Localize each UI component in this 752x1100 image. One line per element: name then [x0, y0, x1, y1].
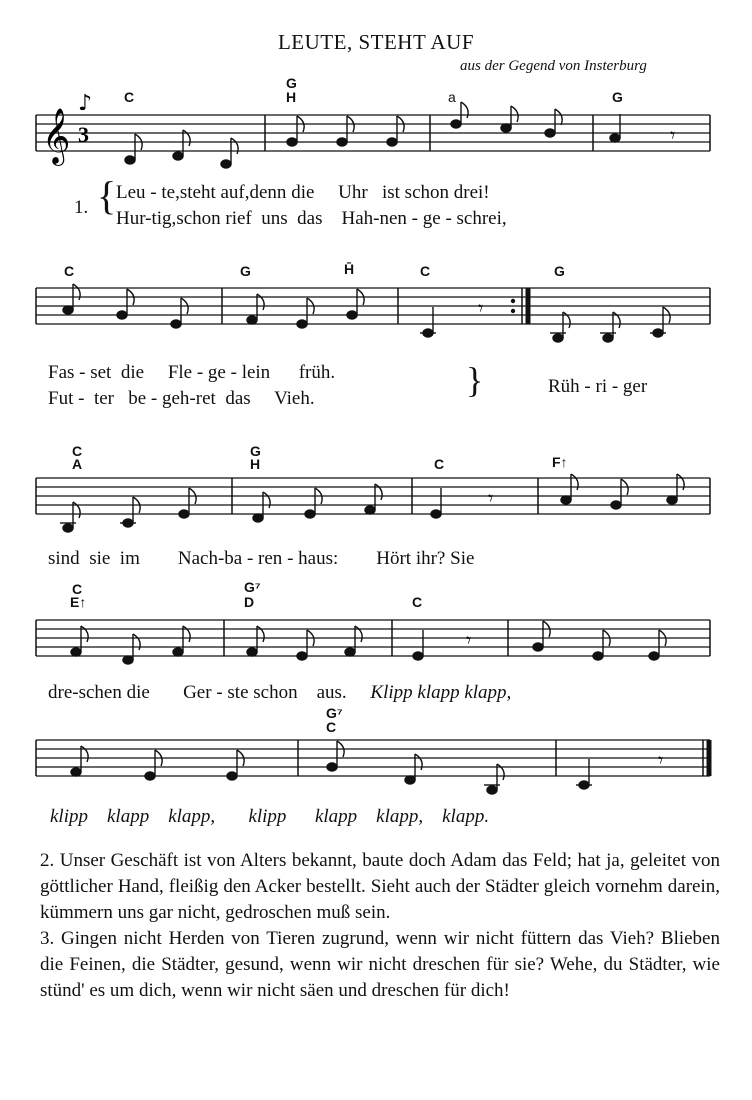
note	[545, 129, 555, 137]
note	[297, 320, 307, 328]
note	[501, 124, 511, 132]
verse-3: 3. Gingen nicht Herden von Tieren zugrund, wenn wir nicht füttern das Vieh? Blieben die Feinen, die Städter, gesund, wenn wir nicht dreschen für sie? Wehe, du Städter, wie stünd' es um dich, wenn wir nicht säen und dreschen für dich!	[40, 928, 720, 1001]
chord: A	[72, 456, 83, 472]
chord: C	[420, 263, 431, 279]
chord: C	[72, 581, 83, 597]
rest-icon: 𝄾	[466, 628, 472, 652]
note	[63, 306, 73, 314]
refrain-lyrics: Rüh - ri - ger	[548, 376, 648, 397]
note	[247, 316, 257, 324]
chord: C	[412, 594, 423, 610]
rest-icon: 𝄾	[658, 748, 664, 772]
note	[667, 496, 677, 504]
lyric-brace: {	[97, 173, 117, 218]
chord: C	[124, 89, 135, 105]
chord: E↑	[70, 594, 87, 610]
note	[413, 652, 423, 660]
note	[649, 652, 659, 660]
song-origin: aus der Gegend von Insterburg	[460, 58, 647, 74]
staff-system-2	[0, 280, 752, 360]
additional-verses	[40, 848, 720, 1004]
lyrics-line: Hur-tig,schon rief uns das Hah-nen - ge - schrei,	[116, 208, 507, 229]
note	[117, 311, 127, 319]
note	[451, 120, 461, 128]
chord: G	[250, 443, 261, 459]
note	[221, 160, 231, 168]
repeat-dot	[511, 309, 515, 313]
song-title: LEUTE, STEHT AUF	[277, 30, 475, 54]
note	[553, 334, 563, 342]
staff-lines	[36, 740, 710, 776]
notes	[63, 284, 670, 342]
chord: D	[244, 594, 255, 610]
note	[71, 768, 81, 776]
note	[347, 311, 357, 319]
note	[337, 138, 347, 146]
chord: H	[286, 89, 297, 105]
note	[593, 652, 603, 660]
chord: C	[434, 456, 445, 472]
note	[297, 652, 307, 660]
note	[71, 648, 81, 656]
rest-icon: 𝄾	[488, 486, 494, 510]
treble-clef: 𝄞	[42, 108, 71, 164]
notes	[71, 621, 666, 664]
note	[145, 772, 155, 780]
staff-lines	[36, 288, 710, 324]
note	[171, 320, 181, 328]
staff-system-5	[0, 732, 752, 812]
note	[533, 643, 543, 651]
staff-lines	[36, 115, 710, 151]
note	[610, 134, 620, 142]
lyrics-line: dre-schen die Ger - ste schon aus. Klipp klapp klapp,	[48, 682, 512, 703]
note	[63, 524, 73, 532]
note	[227, 772, 237, 780]
rest-icon: 𝄾	[670, 123, 676, 147]
note	[487, 786, 497, 794]
note	[431, 510, 441, 518]
note	[179, 510, 189, 518]
repeat-dot	[511, 299, 515, 303]
rest-icon: 𝄾	[478, 296, 484, 320]
lyrics-line: Fas - set die Fle - ge - lein früh.	[48, 362, 336, 383]
lyrics-line: Leu - te,steht auf,denn die Uhr ist schon drei!	[116, 182, 490, 203]
notes	[125, 102, 620, 168]
note	[387, 138, 397, 146]
staff-system-3	[0, 470, 752, 550]
note	[365, 506, 375, 514]
chord: C	[326, 719, 337, 735]
note	[611, 501, 621, 509]
note	[247, 648, 257, 656]
note	[125, 156, 135, 164]
note	[287, 138, 297, 146]
note	[345, 648, 355, 656]
chord: H̄	[344, 261, 355, 277]
lyrics-line: sind sie im Nach-ba - ren - haus: Hört ihr? Sie	[48, 548, 475, 569]
chord: F↑	[552, 454, 568, 470]
chord: a	[448, 89, 456, 105]
note	[305, 510, 315, 518]
verse-number: 1.	[74, 197, 89, 218]
chord: G	[286, 75, 297, 91]
chord: G	[612, 89, 623, 105]
chord: G	[554, 263, 565, 279]
note	[173, 648, 183, 656]
notes	[60, 474, 684, 532]
note	[123, 656, 133, 664]
staff-system-4	[0, 612, 752, 692]
note	[561, 496, 571, 504]
time-signature: 3	[78, 122, 89, 147]
staff-system-1	[0, 91, 752, 180]
verse-2: 2. Unser Geschäft ist von Alters bekannt, baute doch Adam das Feld; hat ja, geleitet von göttlicher Hand, fleißig den Acker bestellt. Sieht auch der Städter gleich vornehm darein, kümmern uns gar nicht, gedroschen muß sein.	[40, 850, 720, 923]
chord: H	[250, 456, 261, 472]
note	[253, 514, 263, 522]
lyrics-line: Fut - ter be - geh-ret das Vieh.	[48, 388, 315, 409]
note	[603, 334, 613, 342]
chord: C	[64, 263, 75, 279]
note	[327, 763, 337, 771]
chord: C	[72, 443, 83, 459]
pickup-note-icon: ♪	[78, 91, 93, 116]
chord: G⁷	[244, 579, 261, 595]
note	[173, 152, 183, 160]
lyrics-line: klipp klapp klapp, klipp klapp klapp, klapp.	[50, 806, 490, 827]
lyric-brace: }	[466, 360, 484, 400]
chord: G⁷	[326, 705, 343, 721]
note	[405, 776, 415, 784]
chord: G	[240, 263, 251, 279]
